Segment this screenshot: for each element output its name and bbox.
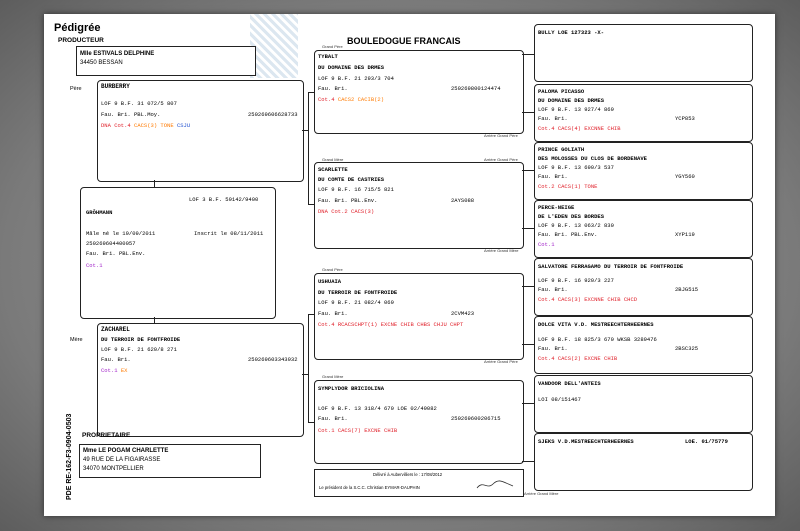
gm2-box (314, 380, 524, 464)
gm2-colors: Fau. Bri. (318, 415, 348, 422)
mother-titles: EX (120, 367, 128, 374)
mother-name: ZACHAREL (101, 326, 130, 333)
connector (522, 461, 534, 462)
gg6-cot: Cot.4 (538, 355, 555, 362)
dog-inscrit: Inscrit le 08/11/2011 (194, 230, 264, 237)
father-extra: CSJU (176, 122, 191, 129)
mother-chip: 250269603343932 (248, 356, 298, 363)
father-box (97, 80, 304, 182)
gg3-lof: LOF 9 B.F. 13 690/3 537 (538, 164, 614, 171)
pere-label: Père (70, 86, 82, 92)
gg-box-2 (534, 84, 753, 142)
gg6-lof: LOF 9 B.F. 18 825/3 670 WKSB 3289476 (538, 336, 657, 343)
gg8-lof: LOE. 01/75779 (685, 438, 728, 445)
gm1-dna: DNA Cot.2 (318, 208, 348, 215)
gg5-id: 2BJG515 (675, 286, 699, 293)
agm3-label: Arrière Grand Mère (524, 491, 559, 496)
owner-address-1: 49 RUE DE LA FIGAIRASSE (83, 457, 161, 463)
gm1-titles: CACS(3) (351, 208, 375, 215)
gg6-name: DOLCE VITA V.D. MESTREECHTERHEERNES (538, 321, 654, 328)
gp2-label: Grand Père (322, 267, 343, 272)
gp1-cot: Cot.4 (318, 96, 335, 103)
document-title: Pédigrée (54, 22, 101, 34)
gg4-colors: Fau. Bri. PBL.Env. (538, 231, 598, 238)
father-dna: DNA Cot.4 (101, 122, 131, 129)
gg4-id: XYP119 (675, 231, 695, 238)
gp1-kennel: DU DOMAINE DES DRMES (318, 64, 385, 71)
connector (154, 180, 155, 187)
gg-box-4 (534, 200, 753, 258)
gp1-name: TYBALT (318, 53, 338, 60)
gp2-box (314, 273, 524, 360)
connector (308, 314, 314, 315)
connector (308, 92, 309, 204)
gm2-lof: LOF 9 B.F. 13 318/4 670 LOE 02/49082 (318, 405, 437, 412)
gg2-lof: LOF 9 B.F. 13 927/4 869 (538, 106, 614, 113)
gg-box-7 (534, 375, 753, 433)
gg2-cot: Cot.4 (538, 125, 555, 132)
producer-city: 34450 BESSAN (80, 60, 123, 66)
agp3-label: Arrière Grand Père (484, 359, 518, 364)
gg3-sub: DES MOLOSSES DU CLOS DE BORDENAVE (538, 155, 647, 162)
mother-cot: Cot.1 (101, 367, 118, 374)
mother-box (97, 323, 304, 437)
producer-label: PRODUCTEUR (58, 37, 104, 44)
gp1-box (314, 50, 524, 134)
gg4-sub: DE L'EDEN DES BORDES (538, 213, 605, 220)
dog-box (80, 187, 276, 319)
gg7-name: VANDOOR DELL'ANTEIS (538, 380, 601, 387)
gm1-label: Grand Mère (322, 157, 344, 162)
connector (522, 228, 534, 229)
gg6-id: 2BSC325 (675, 345, 699, 352)
gp1-colors: Fau. Bri. (318, 85, 348, 92)
agp1-label: Arrière Grand Père (484, 133, 518, 138)
connector (522, 112, 534, 113)
gp2-titles: RCACSCHPT(1) EXCNE CHIB CHBS CHJU CHPT (337, 321, 464, 328)
connector (308, 204, 314, 205)
gg-box-3 (534, 142, 753, 200)
gg3-cot: Cot.2 (538, 183, 555, 190)
mother-colors: Fau. Bri. (101, 356, 131, 363)
connector (522, 286, 534, 287)
gp1-label: Grand Père (322, 44, 343, 49)
gm2-cot: Cot.1 (318, 427, 335, 434)
gp2-kennel: DU TERROIR DE FONTFROIDE (318, 289, 398, 296)
connector (308, 92, 314, 93)
gg4-name: PERCE-NEIGE (538, 204, 575, 211)
owner-address-2: 34070 MONTPELLIER (83, 466, 144, 472)
connector (308, 314, 309, 422)
delivery-box (314, 469, 524, 497)
gp2-id: 2CVM423 (451, 310, 475, 317)
father-chip: 250269606628733 (248, 111, 298, 118)
gm2-label: Grand Mère (322, 374, 344, 379)
gg2-colors: Fau. Bri. (538, 115, 568, 122)
gg6-colors: Fau. Bri. (538, 345, 568, 352)
gp1-chip: 250269800124474 (451, 85, 501, 92)
breed-title: BOULEDOGUE FRANCAIS (347, 36, 461, 46)
owner-label: PROPRIETAIRE (82, 432, 131, 439)
gm1-kennel: DU COMTE DE CASTRIES (318, 176, 385, 183)
president-text: Le président de la S.C.C. Christian EYMAR-DAUPHIN (319, 485, 420, 490)
gg-box-1 (534, 24, 753, 82)
connector (308, 422, 314, 423)
gm1-id: 2AYS088 (451, 197, 475, 204)
gp2-cot: Cot.4 (318, 321, 335, 328)
gg7-lof: LOI 08/151467 (538, 396, 581, 403)
father-colors: Fau. Bri. PBL.Moy. (101, 111, 161, 118)
connector (522, 403, 534, 404)
gg3-colors: Fau. Bri. (538, 173, 568, 180)
connector (522, 170, 534, 171)
mere-label: Mère (70, 337, 83, 343)
gg3-titles: CACS(1) TONE (557, 183, 598, 190)
dog-chip: 250269604400057 (86, 240, 136, 247)
dog-lof: LOF 3 B.F. 59142/9400 (189, 196, 259, 203)
dog-name: GRÔHMANN (86, 209, 113, 216)
gm2-name: SYMPLYDOR BRICIOLINA (318, 385, 385, 392)
mother-lof: LOF 9 B.F. 21 620/8 271 (101, 346, 177, 353)
gg5-cot: Cot.4 (538, 296, 555, 303)
gg5-colors: Fau. Bri. (538, 286, 568, 293)
dog-born: Mâle né le 19/09/2011 (86, 230, 156, 237)
gm2-titles: CACS(7) EXCNE CHIB (337, 427, 398, 434)
gg-box-6 (534, 316, 753, 374)
gg5-lof: LOF 9 B.F. 16 920/3 227 (538, 277, 614, 284)
gg6-titles: CACS(2) EXCNE CHIB (557, 355, 618, 362)
connector (522, 54, 534, 55)
gg5-titles: CACS(3) EXCNNE CHIB CHCD (557, 296, 638, 303)
gg2-id: YCP853 (675, 115, 695, 122)
watermark-pattern (250, 14, 298, 78)
gm1-name: SCARLETTE (318, 166, 348, 173)
gg2-name: PALOMA PICASSO (538, 88, 585, 95)
pedigree-document (44, 14, 775, 516)
connector (522, 344, 534, 345)
father-titles: CACS(3) TONE (134, 122, 174, 129)
gg-box-5 (534, 258, 753, 316)
connector (154, 317, 155, 323)
gg4-cot: Cot.1 (538, 241, 555, 248)
father-name: BURBERRY (101, 83, 130, 90)
gp2-name: USHUAIA (318, 278, 342, 285)
owner-box (79, 444, 261, 478)
gp2-lof: LOF 9 B.F. 21 082/4 069 (318, 299, 394, 306)
gg2-sub: DU DOMAINE DES DRMES (538, 97, 605, 104)
gg2-titles: CACS(4) EXCNNE CHIB (557, 125, 621, 132)
father-lof: LOF 9 B.F. 31 072/5 807 (101, 100, 177, 107)
gp2-colors: Fau. Bri. (318, 310, 348, 317)
gg4-lof: LOF 9 B.F. 13 063/2 830 (538, 222, 614, 229)
gg1-name: BULLY LOE 127323 -X- (538, 29, 605, 36)
mother-kennel: DU TERROIR DE FONTFROIDE (101, 336, 181, 343)
owner-name: Mme LE POGAM CHARLETTE (83, 448, 169, 454)
gg8-name: SJEKS V.D.MESTREECHTERHEERNES (538, 438, 634, 445)
gg-box-8 (534, 433, 753, 491)
agm1-label: Arrière Grand Mère (484, 248, 519, 253)
gp1-titles: CACS2 CACIB(2) (337, 96, 385, 103)
gp1-lof: LOF 9 B.F. 21 293/3 704 (318, 75, 394, 82)
agp2-label: Arrière Grand Père (484, 157, 518, 162)
gm1-box (314, 162, 524, 249)
gg3-id: YGY560 (675, 173, 695, 180)
vertical-reference-code: PDE RE-162-F3-0904-0503 (66, 413, 73, 500)
issued-text: Délivré à Aubervilliers le : 17/08/2012 (373, 472, 443, 477)
producer-name: Mlle ESTIVALS DELPHINE (80, 51, 155, 57)
gm2-chip: 250269600206715 (451, 415, 501, 422)
gg5-name: SALVATORE FERRAGAMO DU TERROIR DE FONTFROIDE (538, 263, 684, 270)
gm1-lof: LOF 9 B.F. 16 715/5 821 (318, 186, 394, 193)
gg3-name: PRINCE GOLIATH (538, 146, 585, 153)
dog-colors: Fau. Bri. PBL.Env. (86, 250, 146, 257)
dog-cot: Cot.1 (86, 262, 103, 269)
signature (475, 478, 515, 492)
producer-box (76, 46, 256, 76)
gm1-colors: Fau. Bri. PBL.Env. (318, 197, 378, 204)
